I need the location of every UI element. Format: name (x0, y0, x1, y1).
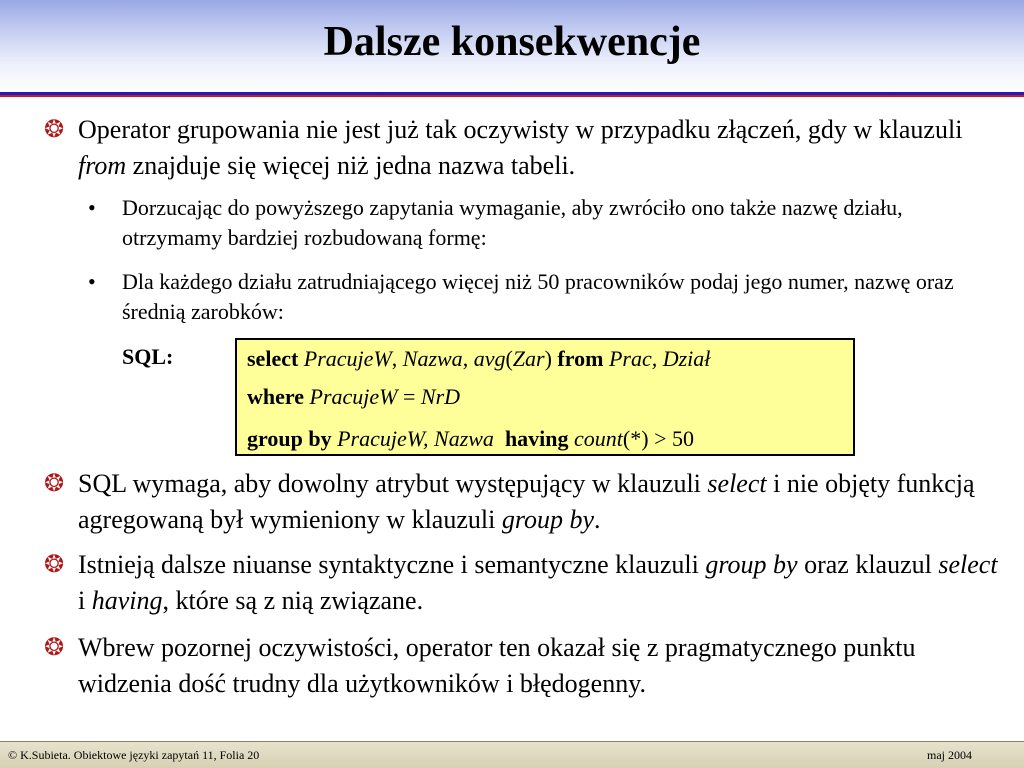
sql-label: SQL: (122, 344, 174, 369)
page-title: Dalsze konsekwencje (323, 19, 701, 65)
sub-bullet-text: Dla każdego działu zatrudniającego więcej niż 50 pracowników podaj jego numer, nazwę oraz średnią zarobków: (122, 269, 954, 324)
sql-code-box (235, 338, 855, 456)
bullet-text: Istnieją dalsze niuanse syntaktyczne i semantyczne klauzuli group by oraz klauzul select i having, które są z nią związane. (78, 550, 998, 615)
gear-icon: ❂ (44, 471, 65, 497)
footer-date: maj 2004 (927, 748, 972, 762)
bullet-text: Wbrew pozornej oczywistości, operator ten okazał się z pragmatycznego punktu widzenia dość trudny dla użytkowników i błędogenny. (78, 633, 916, 698)
sql-line-select: select PracujeW, Nazwa, avg(Zar) from Prac, Dział (247, 346, 711, 371)
footer (0, 741, 1024, 768)
bullet-dot: • (88, 269, 96, 294)
gear-icon: ❂ (44, 635, 65, 661)
bullet-text: SQL wymaga, aby dowolny atrybut występujący w klauzuli select i nie objęty funkcją agregowaną był wymieniony w klauzuli group by. (78, 469, 975, 534)
footer-copyright: © K.Subieta. Obiektowe języki zapytań 11, Folia 20 (8, 748, 260, 762)
gear-icon: ❂ (44, 552, 65, 578)
title-bar (0, 0, 1024, 92)
sql-line-group-by: group by PracujeW, Nazwa having count(*) > 50 (247, 426, 694, 451)
sub-bullet-text: Dorzucając do powyższego zapytania wymaganie, aby zwróciło ono także nazwę działu, otrzymamy bardziej rozbudowaną formę: (122, 195, 903, 250)
title-rule-red (0, 95, 1024, 97)
sql-line-where: where PracujeW = NrD (247, 384, 461, 409)
gear-icon: ❂ (44, 117, 65, 143)
bullet-dot: • (88, 195, 96, 220)
bullet-text: Operator grupowania nie jest już tak oczywisty w przypadku złączeń, gdy w klauzuli from znajduje się więcej niż jedna nazwa tabeli. (78, 115, 963, 180)
